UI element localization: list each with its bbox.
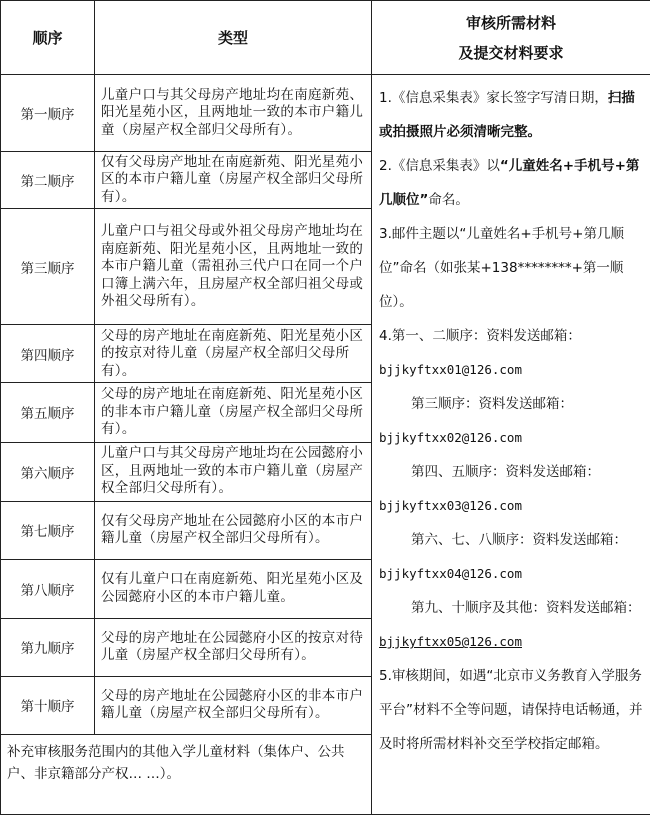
- order-cell: 第五顺序: [1, 383, 95, 442]
- table-row: [1, 75, 650, 152]
- order-cell: 第十顺序: [1, 676, 95, 734]
- order-cell: 第二顺序: [1, 152, 95, 209]
- order-cell: 第三顺序: [1, 209, 95, 325]
- email-link-4[interactable]: bjjkyftxx04@126.com: [379, 566, 522, 582]
- type-cell: 父母的房产地址在南庭新苑、阳光星苑小区的按京对待儿童（房屋产权全部归父母所有）。: [95, 325, 372, 383]
- requirements-cell: [372, 75, 650, 815]
- type-cell: 父母的房产地址在公园懿府小区的按京对待儿童（房屋产权全部归父母所有）。: [95, 618, 372, 676]
- req-item-4b: 第三顺序：资料发送邮箱：: [411, 396, 573, 413]
- req-item-4: 4.第一、二顺序：资料发送邮箱：: [379, 328, 581, 345]
- type-cell: 仅有父母房产地址在公园懿府小区的本市户籍儿童（房屋产权全部归父母所有）。: [95, 501, 372, 559]
- email-link-5[interactable]: bjjkyftxx05@126.com: [379, 634, 522, 650]
- req-item-1-text: 1.《信息采集表》家长签字写清日期，: [379, 90, 608, 107]
- req-item-2-suffix: 命名。: [428, 192, 469, 209]
- email-link-2[interactable]: bjjkyftxx02@126.com: [379, 430, 522, 446]
- type-cell: 仅有儿童户口在南庭新苑、阳光星苑小区及公园懿府小区的本市户籍儿童。: [95, 559, 372, 618]
- req-item-2-prefix: 2.《信息采集表》以: [379, 158, 500, 175]
- type-cell: 儿童户口与祖父母或外祖父母房产地址均在南庭新苑、阳光星苑小区，且两地址一致的本市户籍儿童（需祖孙三代户口在同一个户口簿上满六年，且房屋产权全部归祖父母或外祖父母所有）。: [95, 209, 372, 325]
- header-requirements-line1: 审核所需材料: [465, 13, 556, 32]
- type-cell: 仅有父母房产地址在南庭新苑、阳光星苑小区的本市户籍儿童（房屋产权全部归父母所有）。: [95, 152, 372, 209]
- req-item-4d: 第六、七、八顺序：资料发送邮箱：: [411, 532, 627, 549]
- header-requirements: [372, 1, 650, 75]
- req-item-2-bold: “儿童姓名+手机号+第几顺位”: [379, 158, 640, 209]
- req-item-3: 3.邮件主题以“儿童姓名+手机号+第几顺位”命名（如张某+138********+第一顺位）。: [379, 226, 624, 311]
- type-cell: 儿童户口与其父母房产地址均在公园懿府小区，且两地址一致的本市户籍儿童（房屋产权全部归父母所有）。: [95, 442, 372, 501]
- email-link-3[interactable]: bjjkyftxx03@126.com: [379, 498, 522, 514]
- req-item-4c: 第四、五顺序：资料发送邮箱：: [411, 464, 600, 481]
- order-cell: 第八顺序: [1, 559, 95, 618]
- type-cell: 儿童户口与其父母房产地址均在南庭新苑、阳光星苑小区，且两地址一致的本市户籍儿童（房屋产权全部归父母所有）。: [95, 75, 372, 152]
- header-order: 顺序: [1, 1, 95, 75]
- header-requirements-line2: 及提交材料要求: [458, 43, 564, 62]
- req-item-1: [379, 81, 643, 149]
- header-row: [1, 1, 650, 75]
- type-cell: 父母的房产地址在公园懿府小区的非本市户籍儿童（房屋产权全部归父母所有）。: [95, 676, 372, 734]
- type-cell: 父母的房产地址在南庭新苑、阳光星苑小区的非本市户籍儿童（房屋产权全部归父母所有）。: [95, 383, 372, 442]
- req-item-5: 5.审核期间，如遇“北京市义务教育入学服务平台”材料不全等问题，请保持电话畅通，并及时将所需材料补交至学校指定邮箱。: [379, 668, 643, 753]
- order-cell: 第九顺序: [1, 618, 95, 676]
- order-cell: 第四顺序: [1, 325, 95, 383]
- req-item-1-bold: 扫描或拍摄照片必须清晰完整。: [379, 90, 635, 141]
- order-cell: 第一顺序: [1, 75, 95, 152]
- footer-note: 补充审核服务范围内的其他入学儿童材料（集体户、公共户、非京籍部分产权… …）。: [1, 734, 372, 814]
- req-item-4e: 第九、十顺序及其他：资料发送邮箱：: [411, 600, 641, 617]
- order-cell: 第七顺序: [1, 501, 95, 559]
- order-cell: 第六顺序: [1, 442, 95, 501]
- email-link-1[interactable]: bjjkyftxx01@126.com: [379, 362, 522, 378]
- header-type: 类型: [95, 1, 372, 75]
- req-item-2: [379, 149, 643, 217]
